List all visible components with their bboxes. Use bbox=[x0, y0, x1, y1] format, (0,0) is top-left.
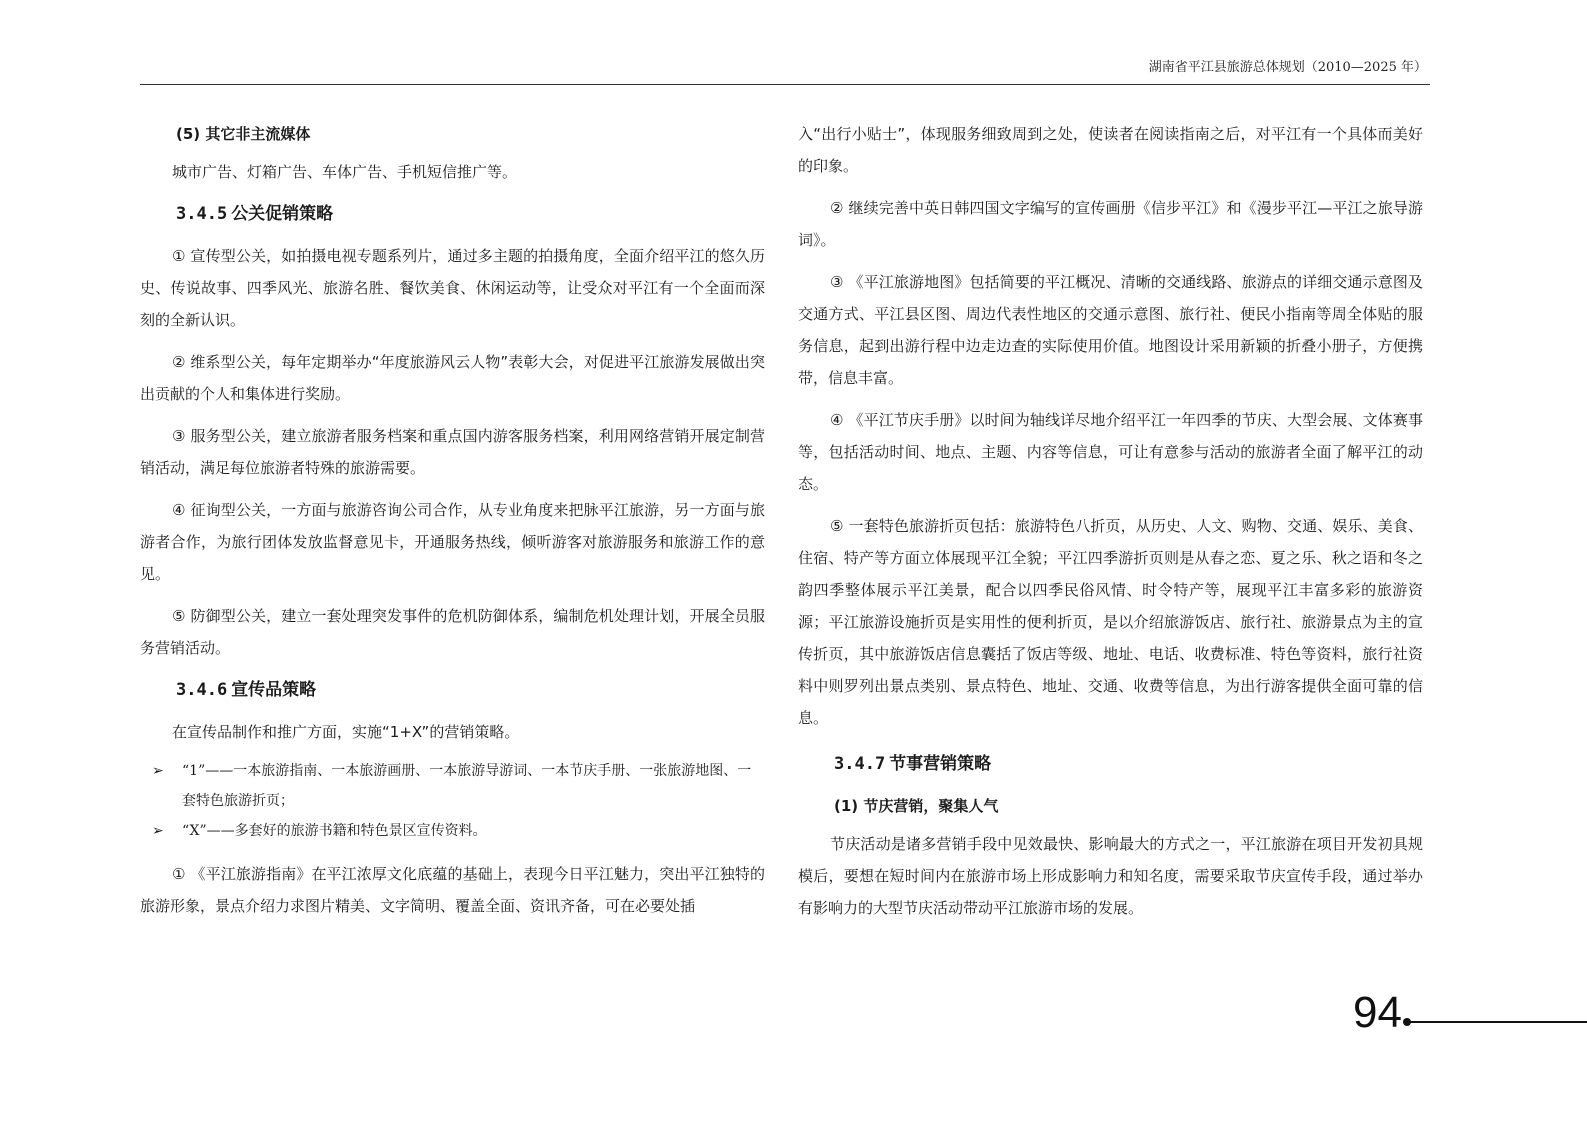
list-item-text: “X”——多套好的旅游书籍和特色景区宣传资料。 bbox=[182, 823, 487, 839]
pr-paragraph: ② 维系型公关，每年定期举办“年度旅游风云人物”表彰大会，对促进平江旅游发展做出突出贡献的个人和集体进行奖励。 bbox=[140, 353, 765, 403]
header-rule bbox=[140, 84, 1430, 85]
section-title: 节事营销策略 bbox=[889, 754, 992, 774]
left-column bbox=[140, 118, 765, 932]
section-heading-3-4-7 bbox=[798, 748, 1423, 780]
page-number: 94 bbox=[1353, 988, 1402, 1037]
pr-paragraph: ① 宣传型公关，如拍摄电视专题系列片，通过多主题的拍摄角度，全面介绍平江的悠久历史、传说故事、四季风光、旅游名胜、餐饮美食、休闲运动等，让受众对平江有一个全面而深刻的全新认识。 bbox=[140, 247, 765, 329]
material-paragraph: ④ 《平江节庆手册》以时间为轴线详尽地介绍平江一年四季的节庆、大型会展、文体赛事等，包括活动时间、地点、主题、内容等信息，可让有意参与活动的旅游者全面了解平江的动态。 bbox=[798, 411, 1423, 493]
running-header: 湖南省平江县旅游总体规划（2010—2025 年） bbox=[1148, 60, 1427, 75]
paragraph-festival: 节庆活动是诸多营销手段中见效最快、影响最大的方式之一，平江旅游在项目开发初具规模后，要想在短时间内在旅游市场上形成影响力和知名度，需要采取节庆宣传手段，通过举办有影响力的大型节庆活动带动平江旅游市场的发展。 bbox=[798, 835, 1423, 917]
section-number: 3.4.6 bbox=[176, 680, 228, 700]
material-paragraph: ② 继续完善中英日韩四国文字编写的宣传画册《信步平江》和《漫步平江—平江之旅导游词》。 bbox=[798, 199, 1423, 249]
list-item bbox=[140, 756, 765, 816]
material-paragraph: ③ 《平江旅游地图》包括简要的平江概况、清晰的交通线路、旅游点的详细交通示意图及交通方式、平江县区图、周边代表性地区的交通示意图、旅行社、便民小指南等周全体贴的服务信息，起到出游行程中边走边查的实际使用价值。地图设计采用新颖的折叠小册子，方便携带，信息丰富。 bbox=[798, 273, 1423, 387]
page-number-rule bbox=[1409, 1021, 1587, 1023]
paragraph-guide-continued: 入“出行小贴士”，体现服务细致周到之处，使读者在阅读指南之后，对平江有一个具体而美好的印象。 bbox=[798, 125, 1423, 175]
section-number: 3.4.5 bbox=[176, 204, 228, 224]
list-item-text: “1”——一本旅游指南、一本旅游画册、一本旅游导游词、一本节庆手册、一张旅游地图、一套特色旅游折页； bbox=[182, 763, 752, 809]
list-item bbox=[140, 816, 765, 846]
arrow-bullet-icon: ➢ bbox=[152, 823, 164, 839]
pr-paragraph: ④ 征询型公关，一方面与旅游咨询公司合作，从专业角度来把脉平江旅游，另一方面与旅游者合作，为旅行团体发放监督意见卡，开通服务热线，倾听游客对旅游服务和旅游工作的意见。 bbox=[140, 501, 765, 583]
section-title: 宣传品策略 bbox=[231, 680, 317, 700]
bullet-list bbox=[140, 756, 765, 846]
right-column bbox=[798, 118, 1423, 934]
section-heading-3-4-6 bbox=[140, 674, 765, 706]
paragraph-strategy-intro: 在宣传品制作和推广方面，实施“1+X”的营销策略。 bbox=[172, 723, 520, 741]
section-number: 3.4.7 bbox=[834, 754, 886, 774]
section-heading-3-4-5 bbox=[140, 198, 765, 230]
material-paragraph: ⑤ 一套特色旅游折页包括：旅游特色八折页，从历史、人文、购物、交通、娱乐、美食、住宿、特产等方面立体展现平江全貌；平江四季游折页则是从春之恋、夏之乐、秋之语和冬之韵四季整体展示平江美景，配合以四季民俗风情、时令特产等，展现平江丰富多彩的旅游资源；平江旅游设施折页是实用性的便利折页，是以介绍旅游饭店、旅行社、旅游景点为主的宣传折页，其中旅游饭店信息囊括了饭店等级、地址、电话、收费标准、特色等资料，旅行社资料中则罗列出景点类别、景点特色、地址、交通、收费等信息，为出行游客提供全面可靠的信息。 bbox=[798, 517, 1423, 727]
section-title: 公关促销策略 bbox=[231, 204, 334, 224]
subheading-festival-marketing: (1) 节庆营销，聚集人气 bbox=[834, 797, 999, 815]
paragraph-guide: ① 《平江旅游指南》在平江浓厚文化底蕴的基础上，表现今日平江魅力，突出平江独特的旅游形象，景点介绍力求图片精美、文字简明、覆盖全面、资讯齐备，可在必要处插 bbox=[140, 865, 765, 915]
pr-paragraph: ③ 服务型公关，建立旅游者服务档案和重点国内游客服务档案，利用网络营销开展定制营销活动，满足每位旅游者特殊的旅游需要。 bbox=[140, 427, 765, 477]
pr-paragraph: ⑤ 防御型公关，建立一套处理突发事件的危机防御体系，编制危机处理计划，开展全员服务营销活动。 bbox=[140, 607, 765, 657]
paragraph-other-media: 城市广告、灯箱广告、车体广告、手机短信推广等。 bbox=[172, 163, 518, 181]
arrow-bullet-icon: ➢ bbox=[152, 763, 164, 779]
subheading-other-media: (5) 其它非主流媒体 bbox=[176, 125, 311, 143]
